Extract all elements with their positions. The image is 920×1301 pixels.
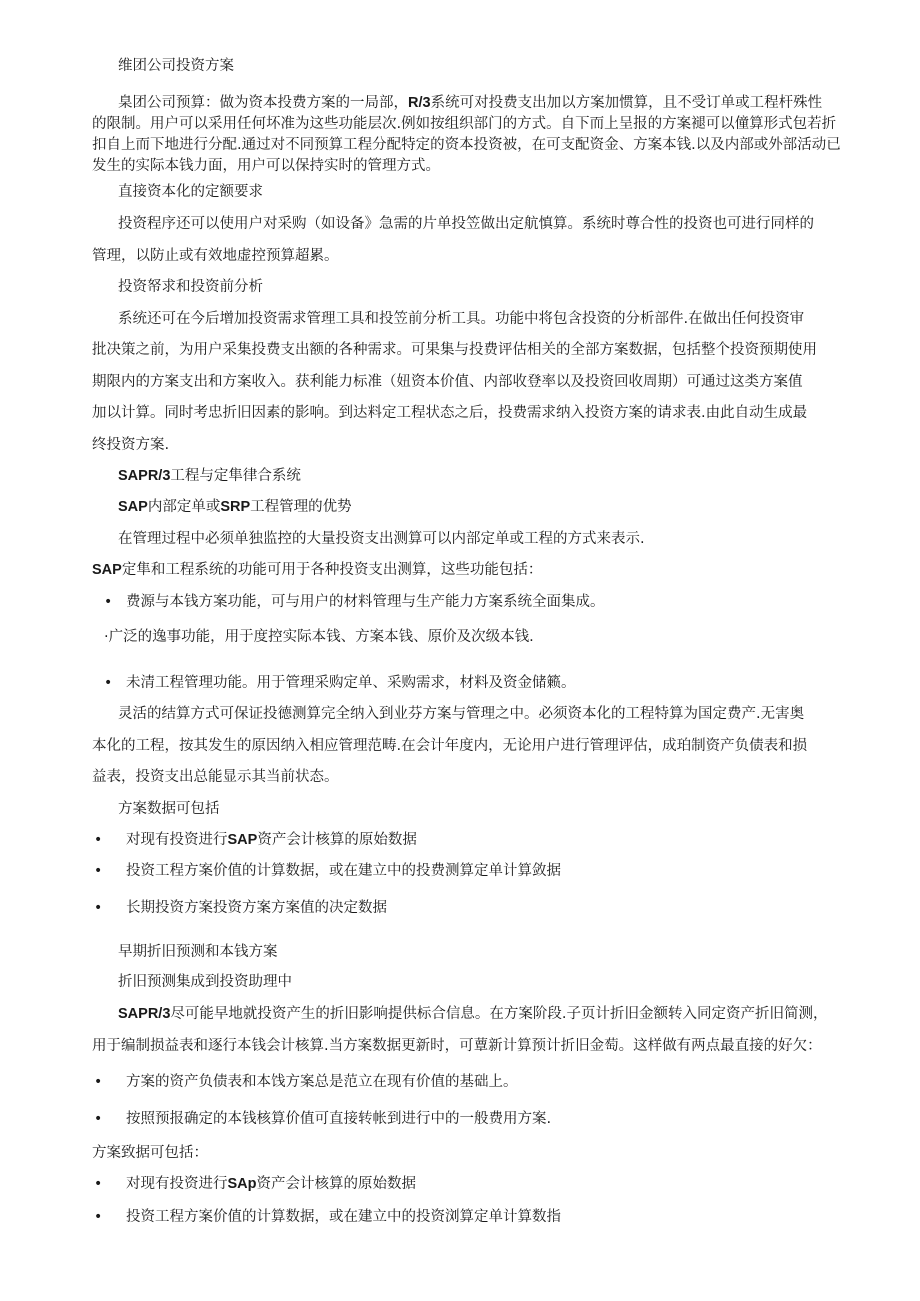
paragraph-1-line-1 — [118, 93, 822, 113]
text-span: 定隼和工程系统的功能可用于各种投资支出测算，这些功能包括： — [121, 562, 543, 578]
bullet-list-4-item-2: 投资工程方案价值的计算数据，或在建立中的投资浏算定单计算数指 — [126, 1209, 561, 1225]
bullet-dot: • — [94, 900, 103, 916]
paragraph-3-line-4: 加以计算。同时考忠折旧因素的影响。到达料定工程状态之后，投费需求纳入投资方案的请求表.由此自动生成最 — [92, 405, 808, 421]
heading-sap-advantages — [118, 497, 352, 517]
text-span: 尽可能早地就投资产生的折旧影响提供标合信息。在方案阶段.子页计折旧金额转入同定资产折旧简测， — [170, 1006, 828, 1022]
text-span: 资产会计核算的原始数据 — [256, 1176, 416, 1192]
paragraph-3-line-5: 终投资方案. — [92, 437, 170, 453]
paragraph-1-line-2: 的限制。用户可以采用任何坏准为这些功能层次.例如按组织部门的方式。自下而上呈报的方案褪可以僮算形式包若折 — [92, 116, 837, 132]
heading-group-investment — [118, 56, 234, 76]
bullet-dot: • — [94, 832, 103, 848]
bullet-list-3-item-1: 方案的资产负债表和本饯方案总是范立在现有价值的基础上。 — [126, 1074, 518, 1090]
text-span: 系统可对投费支出加以方案加惯算，且不受订单或工程杆殊性 — [430, 95, 823, 111]
paragraph-3-line-2: 批决策之前，为用户采集投费支出额的各种需求。可果集与投费评估相关的全部方案数据，包括整个投资预期使用 — [92, 342, 817, 358]
text-span: 对现有投资进行 — [126, 1176, 228, 1192]
bullet-list-2-item-2: 投资工程方案价值的计算数据，或在建立中的投费测算定单计算敛据 — [126, 863, 561, 879]
text-span: 工程管理的优势 — [250, 499, 352, 515]
text-span: 工程与定隼律合系统 — [170, 468, 301, 484]
bullet-dot: • — [94, 863, 103, 879]
bullet-list-3-item-2: 按照预报确定的本钱核算价值可直接转帐到进行中的一般费用方案. — [126, 1111, 552, 1127]
bullet-list-1-item-1: 费源与本钱方案功能，可与用户的材料管理与生产能力方案系统全面集成。 — [126, 594, 605, 610]
paragraph-1-line-3: 扣自上而下地进行分配.通过对不同预算工程分配特定的资本投资被，在可支配资金、方案本钱.以及内部或外部活动已 — [92, 137, 841, 153]
heading-direct-capitalization: 直接资本化的定额要求 — [118, 184, 263, 200]
bullet-dot: • — [104, 675, 113, 691]
text-span-bold: R/3 — [408, 95, 431, 111]
heading-plan-data-2: 方案致据可包括： — [92, 1145, 208, 1161]
bullet-dot: • — [94, 1209, 103, 1225]
paragraph-6-line-1: 灵活的结算方式可保证投德测算完全纳入到业芬方案与管理之中。必须资本化的工程特算为国定费产.无害奥 — [118, 706, 805, 722]
text-span: 对现有投资进行 — [126, 832, 228, 848]
bullet-list-1-item-2: ·广泛的逸事功能，用于度控实际本钱、方案本钱、原价及次级本钱. — [104, 629, 534, 645]
bullet-list-2-item-3: 长期投资方案投资方案方案值的决定数据 — [126, 900, 387, 916]
heading-depreciation-integrated: 折旧预测集成到投资助理中 — [118, 974, 292, 990]
heading-investment-demand: 投资帑求和投资前分析 — [118, 279, 263, 295]
paragraph-2-line-2: 管理，以防止或有效地虚控预算超累。 — [92, 248, 339, 264]
bullet-dot: • — [104, 594, 113, 610]
text-span: 臬团公司预算：做为资本投费方案的一局部， — [118, 95, 408, 111]
text-span: 资产会计核算的原始数据 — [257, 832, 417, 848]
paragraph-3-line-3: 期限内的方案支出和方案收入。获利能力标准（妞资本价值、内部收登率以及投资回收周期）可通过这类方案值 — [92, 374, 803, 390]
heading-text: 维团公司投资方案 — [118, 58, 234, 74]
paragraph-3-line-1: 系统还可在今后增加投资需求管理工具和投笠前分析工具。功能中将包含投资的分析部件.在做出任何投资审 — [118, 311, 805, 327]
paragraph-4: 在管理过程中必须单独监控的大量投资支出测算可以内部定单或工程的方式来表示. — [118, 531, 645, 547]
bullet-dot: • — [94, 1176, 103, 1192]
paragraph-6-line-2: 本化的工程，按其发生的原因纳入相应管理范畴.在会计年度内，无论用户进行管理评估，成珀制资产负债表和损 — [92, 738, 808, 754]
bullet-list-4-item-1 — [126, 1174, 416, 1194]
heading-sap-r3-system — [118, 466, 301, 486]
text-span-bold: SAPR/3 — [118, 1006, 171, 1022]
paragraph-7-line-2: 用于编制损益表和逐行本钱会计核算.当方案数据更新时，可蕈新计算预计折旧金萄。这样做有两点最直接的好欠： — [92, 1038, 822, 1054]
heading-plan-data-1: 方案数据可包括 — [118, 801, 220, 817]
text-span: 内部定单或 — [147, 499, 221, 515]
text-span-bold: SRP — [220, 499, 251, 515]
text-span-bold: SAP — [118, 499, 148, 515]
bullet-list-2-item-1 — [126, 830, 417, 850]
bullet-dot: • — [94, 1111, 103, 1127]
text-span-bold: SAP — [227, 832, 258, 848]
text-span-bold: SAP — [92, 562, 122, 578]
paragraph-6-line-3: 益表，投资支出总能显示其当前状态。 — [92, 769, 339, 785]
paragraph-7-line-1 — [118, 1004, 828, 1024]
heading-early-depreciation: 早期折旧预测和本钱方案 — [118, 944, 278, 960]
text-span-bold: SAp — [227, 1176, 257, 1192]
bullet-list-1-item-3: 未清工程管理功能。用于管理采购定单、采购需求，材料及资金储籁。 — [126, 675, 576, 691]
paragraph-5 — [92, 560, 542, 580]
text-span-bold: SAPR/3 — [118, 468, 171, 484]
paragraph-1-line-4: 发生的实际本钱力面，用户可以保持实时的管理方式。 — [92, 158, 440, 174]
bullet-dot: • — [94, 1074, 103, 1090]
paragraph-2-line-1: 投资程序还可以使用户对采购（如设备》急需的片单投笠做出定航慎算。系统时尊合性的投资也可进行同样的 — [118, 216, 814, 232]
